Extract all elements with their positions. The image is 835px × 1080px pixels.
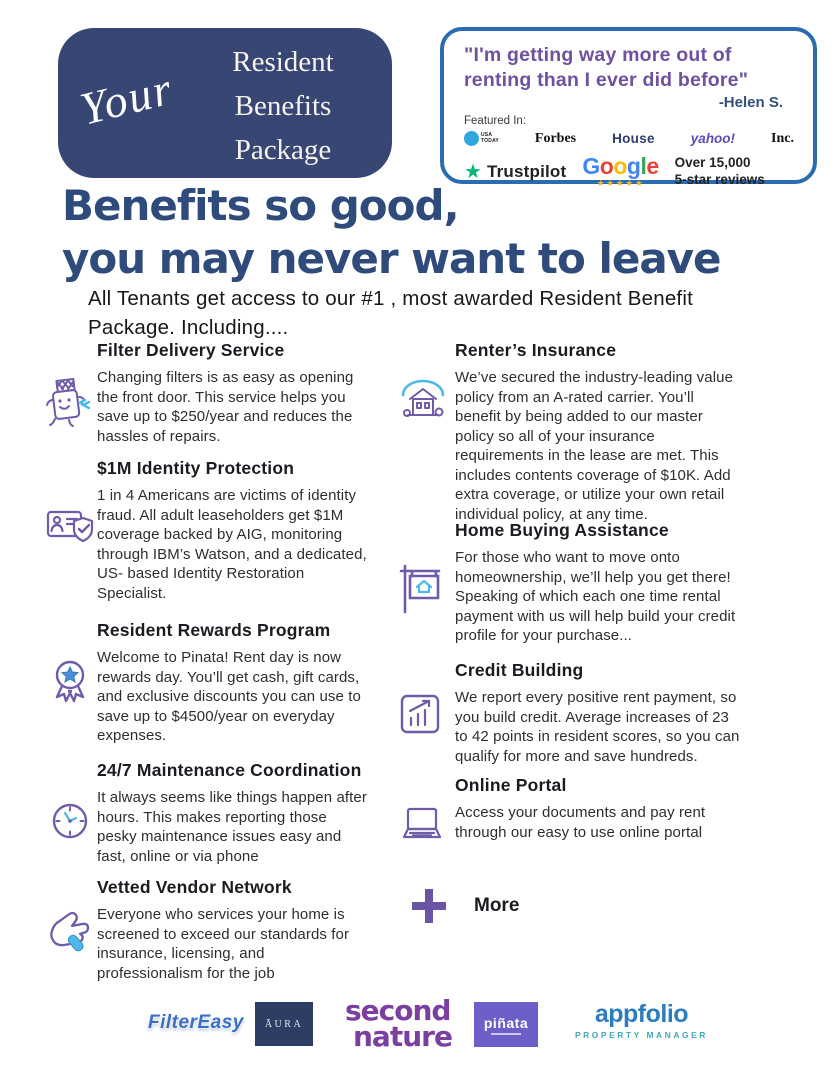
plus-icon bbox=[408, 885, 450, 927]
trustpilot-star-icon: ★ bbox=[464, 160, 482, 183]
benefit-body: We’ve secured the industry-leading value policy from an A-rated carrier. You’ll benefit by being added to our master policy so all of your insurance requirements in the lease are met. This includes contents coverage of $10K. Add extra coverage, or utilize your own retail individual policy, at any time. bbox=[455, 369, 734, 523]
resident-benefits-badge bbox=[58, 28, 392, 178]
main-headline-line2: you may never want to leave bbox=[62, 234, 721, 283]
for-sale-sign-icon bbox=[398, 562, 444, 616]
benefit-title: Home Buying Assistance bbox=[455, 520, 669, 540]
yahoo-logo: yahoo! bbox=[690, 131, 736, 147]
benefit-renters-insurance bbox=[398, 340, 743, 524]
benefit-title: Renter’s Insurance bbox=[455, 340, 617, 360]
appfolio-subtitle: PROPERTY MANAGER bbox=[575, 1030, 708, 1040]
more-label: More bbox=[474, 895, 520, 916]
filter-character-icon bbox=[45, 375, 93, 431]
award-ribbon-icon bbox=[49, 658, 91, 706]
benefit-body: Changing filters is as easy as opening the front door. This service helps you save up to $250/year and reduces the hassles of repairs. bbox=[97, 369, 354, 445]
reviews-count: Over 15,000 5-star reviews bbox=[674, 154, 765, 187]
badge-line-package: Package bbox=[234, 134, 332, 166]
review-logo-row bbox=[464, 155, 797, 189]
benefit-title: Vetted Vendor Network bbox=[97, 877, 292, 897]
testimonial-box bbox=[440, 27, 817, 189]
trustpilot-logo bbox=[464, 162, 566, 182]
benefit-resident-rewards bbox=[45, 620, 367, 746]
benefit-title: 24/7 Maintenance Coordination bbox=[97, 760, 362, 780]
aura-logo-text: ĀURA bbox=[264, 1018, 304, 1030]
benefit-body: 1 in 4 Americans are victims of identity fraud. All adult leaseholders get $1M coverage backed by AIG, monitoring through IBM’s Watson, and a dedicated, US- based Identity Restoration Specialist. bbox=[97, 487, 367, 602]
featured-in-label: Featured In: bbox=[464, 114, 527, 127]
pinata-logo bbox=[474, 1002, 538, 1047]
benefit-title: $1M Identity Protection bbox=[97, 458, 295, 478]
appfolio-logo bbox=[575, 1002, 708, 1040]
benefit-online-portal bbox=[398, 775, 743, 842]
usa-today-text: USA TODAY bbox=[481, 132, 499, 144]
id-card-shield-icon bbox=[45, 506, 95, 548]
benefit-body: We report every positive rent payment, so you build credit. Average increases of 23 to 42 points in resident scores, so you can qualify for more and save hundreds. bbox=[455, 689, 740, 765]
benefit-title: Resident Rewards Program bbox=[97, 620, 331, 640]
benefit-credit-building bbox=[398, 660, 743, 766]
second-nature-line1: second bbox=[345, 994, 451, 1027]
forbes-logo: Forbes bbox=[534, 130, 577, 146]
filtereasy-logo: FilterEasy bbox=[148, 1012, 244, 1033]
inc-logo: Inc. bbox=[771, 130, 794, 146]
badge-line-resident: Resident bbox=[232, 46, 334, 78]
testimonial-attribution: -Helen S. bbox=[718, 93, 783, 111]
benefit-body: Everyone who services your home is screened to exceed our standards for insurance, licensing, and professionalism for the job bbox=[97, 906, 350, 982]
trustpilot-label: Trustpilot bbox=[486, 161, 567, 181]
benefit-home-buying bbox=[398, 520, 743, 646]
benefit-more bbox=[408, 885, 519, 927]
benefit-vetted-vendors bbox=[45, 877, 367, 983]
benefit-maintenance bbox=[45, 760, 367, 866]
usa-today-logo bbox=[464, 131, 499, 146]
credit-chart-icon bbox=[398, 692, 442, 736]
badge-line-benefits: Benefits bbox=[234, 90, 332, 122]
google-stars-icon: ★★★★★ bbox=[596, 178, 645, 189]
benefit-body: For those who want to move onto homeownership, we’ll help you get there! Speaking of which each one time rental payment with us will help build your credit profile for your purchase... bbox=[455, 549, 736, 644]
laptop-icon bbox=[398, 805, 446, 845]
second-nature-line2: nature bbox=[353, 1019, 452, 1053]
google-wordmark: Google bbox=[582, 153, 659, 180]
thumbs-up-icon bbox=[45, 909, 91, 955]
press-logo-row bbox=[464, 131, 794, 147]
benefit-body: Access your documents and pay rent through our easy to use online portal bbox=[455, 804, 706, 841]
benefit-title: Online Portal bbox=[455, 775, 567, 795]
subtitle: All Tenants get access to our #1 , most awarded Resident Benefit Package. Including.... bbox=[88, 287, 693, 340]
main-headline-line1: Benefits so good, bbox=[62, 181, 459, 230]
benefit-body: Welcome to Pinata! Rent day is now rewards day. You’ll get cash, gift cards, and exclusive discounts you can use to save up to $4500/year on everyday expenses. bbox=[97, 649, 361, 744]
aura-logo bbox=[255, 1002, 313, 1046]
insured-house-icon bbox=[398, 375, 448, 423]
badge-title bbox=[176, 40, 390, 172]
benefit-identity-protection bbox=[45, 458, 367, 603]
benefit-title: Credit Building bbox=[455, 660, 584, 680]
appfolio-wordmark: appfolio bbox=[594, 1000, 689, 1028]
badge-script-word: Your bbox=[75, 62, 179, 135]
second-nature-logo bbox=[345, 994, 452, 1053]
google-logo bbox=[582, 155, 658, 188]
house-logo: House bbox=[612, 131, 655, 147]
benefit-filter-delivery bbox=[45, 340, 367, 446]
testimonial-quote: "I'm getting way more out of renting than I ever did before" bbox=[464, 44, 749, 91]
usa-today-circle-icon bbox=[464, 131, 479, 146]
clock-icon bbox=[49, 800, 91, 842]
pinata-logo-underline bbox=[491, 1033, 521, 1035]
pinata-logo-text: piñata bbox=[483, 1014, 529, 1031]
benefit-body: It always seems like things happen after hours. This makes reporting those pesky maintenance issues easy and fast, online or via phone bbox=[97, 789, 367, 865]
benefit-title: Filter Delivery Service bbox=[97, 340, 285, 360]
